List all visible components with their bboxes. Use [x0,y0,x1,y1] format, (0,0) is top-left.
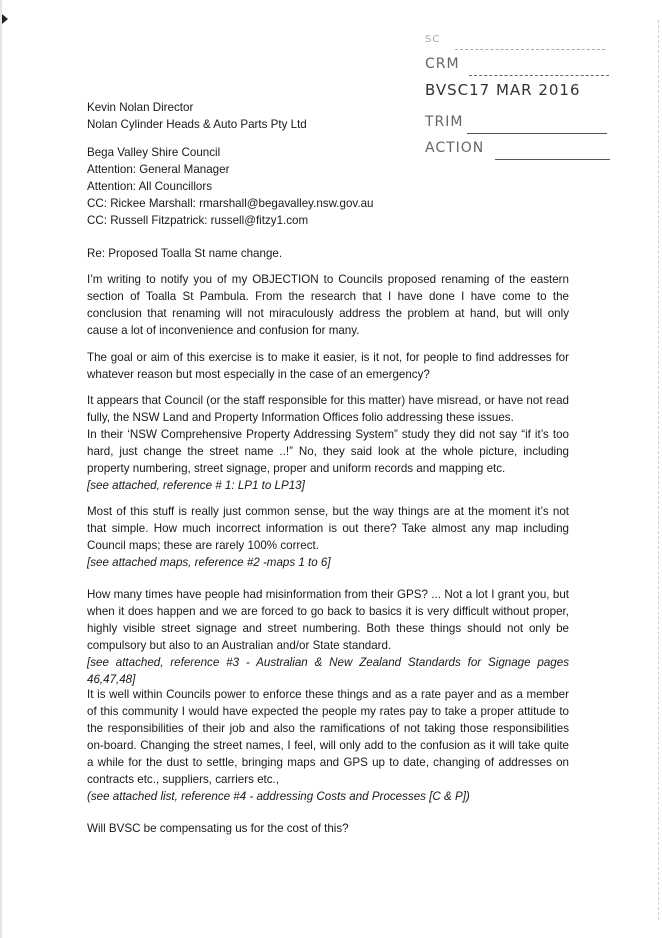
sender-block [87,99,577,133]
stamp-line-1 [455,49,605,50]
scan-right-edge [657,20,659,920]
paragraph-4: Most of this stuff is really just common sense, but the way things are at the moment it’s not that simple. How much incorrect information is out there? Take almost any map including Council maps; these are rarely 100% correct. [87,505,569,552]
paragraph-gps [87,586,569,688]
paragraph-3b: In their ‘NSW Comprehensive Property Addressing System” study they did not say “if it’s too hard, just change the street name ..!” No, they said look at the whole picture, including property numbering, street signage, proper and uniform records and mapping etc. [87,428,569,475]
stamp-line-trim [467,133,607,134]
stamp-label-action: ACTION [425,140,485,156]
paragraph-3a: It appears that Council (or the staff responsible for this matter) have misread, or have not read fully, the NSW Land and Property Information Offices folio addressing these issues. [87,394,569,424]
paragraph-common-sense [87,503,569,571]
paragraph-misread [87,392,569,494]
stamp-label-trim: TRIM [425,114,464,130]
paragraph-council-power [87,686,569,805]
reference-4: (see attached list, reference #4 - addressing Costs and Processes [C & P]) [87,790,470,803]
subject-line [87,245,577,262]
reference-1: [see attached, reference # 1: LP1 to LP13] [87,479,305,492]
recipient-org: Bega Valley Shire Council [87,146,221,159]
reference-3: [see attached, reference #3 - Australian & New Zealand Standards for Signage pages 46,47,48] [87,656,569,686]
stamp-date: 17 MAR 2016 [469,81,581,99]
stamp-org: BVSC [425,81,470,99]
paragraph-7: Will BVSC be compensating us for the cost of this? [87,822,349,835]
cc-line-1: CC: Rickee Marshall: rmarshall@begavalley.nsw.gov.au [87,197,374,210]
paragraph-2: The goal or aim of this exercise is to make it easier, is it not, for people to find addresses for whatever reason but most especially in the case of an emergency? [87,351,569,381]
stamp-row-1 [425,30,615,56]
reference-2: [see attached maps, reference #2 -maps 1 to 6] [87,556,331,569]
stamp-label-crm: CRM [425,56,460,72]
stamp-label-1: SC [425,34,441,45]
paragraph-objection [87,271,569,339]
recipient-attention-councillors: Attention: All Councillors [87,180,213,193]
scan-left-edge [0,0,2,938]
cc-line-2: CC: Russell Fitzpatrick: russell@fitzy1.com [87,214,309,227]
paragraph-goal [87,349,569,383]
stamp-line-2 [469,75,609,76]
paragraph-compensation [87,820,577,837]
paragraph-5: How many times have people had misinformation from their GPS? ... Not a lot I grant you, but when it does happen and we are forced to go back to basics it is very difficult without proper, highly visible street signage and street numbering. Both these things should not only be compulsory but also to an Australian and/or State standard. [87,588,569,652]
stamp-row-2 [425,56,615,82]
paragraph-6: It is well within Councils power to enforce these things and as a rate payer and as a member of this community I would have expected the people my rates pay to take a proper attitude to the responsibilities of their job and also the ramifications of not taking those responsibilities on-board. Changing the street names, I feel, will only add to the confusion as it will take quite a while for the dust to settle, bringing maps and GPS up to date, changing of addresses on contracts etc., suppliers, carriers etc., [87,688,569,786]
paragraph-1: I’m writing to notify you of my OBJECTION to Councils proposed renaming of the eastern section of Toalla St Pambula. From the research that I have done I have come to the conclusion that renaming will not miraculously address the problem at hand, but will only cause a lot of inconvenience and confusion for many. [87,273,569,337]
sender-name: Kevin Nolan Director [87,101,194,114]
recipient-block [87,144,577,229]
scan-edge-mark [2,14,8,24]
sender-company: Nolan Cylinder Heads & Auto Parts Pty Ltd [87,118,307,131]
subject-text: Re: Proposed Toalla St name change. [87,247,283,260]
recipient-attention-gm: Attention: General Manager [87,163,230,176]
